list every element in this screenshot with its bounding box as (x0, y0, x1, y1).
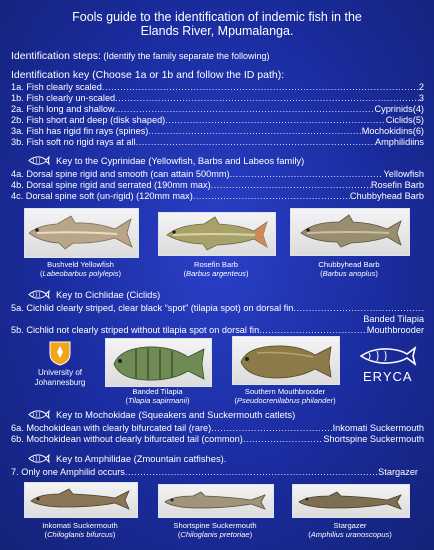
eryca-fish-logo-icon (359, 345, 417, 367)
shortspine-suckermouth-image (159, 485, 273, 517)
fish-outline-icon (28, 409, 50, 420)
university-crest-icon (46, 340, 74, 366)
key-line: 7. Only one Amphilid occurs ..... Stargazer (11, 467, 418, 477)
stargazer-image (293, 485, 409, 517)
fish-outline-icon (28, 155, 50, 166)
caption-chubbyhead-barb: Chubbyhead Barb (Barbus anoplus) (283, 260, 415, 278)
key-line: 6b. Mochokidean without clearly bifurcated tail (common) ..... Shortspine Suckermouth (11, 434, 424, 444)
fish-photo-banded-tilapia (105, 338, 212, 387)
mouthbrooder-image (233, 337, 339, 384)
fish-common-name: Southern Mouthbrooder (244, 387, 326, 396)
university-of-johannesburg (18, 368, 102, 388)
fish-common-name: Shortspine Suckermouth (173, 521, 257, 530)
page-title (0, 10, 434, 38)
university-line-2: Johannesburg (34, 378, 86, 387)
caption-stargazer: Stargazer (Amphilius uranoscopus) (284, 521, 416, 539)
cyprinidae-heading: Key to the Cyprinidae (Yellowfish, Barbs and Labeos family) (56, 155, 305, 166)
key-line: 4b. Dorsal spine rigid and serrated (190mm max) ..... Rosefin Barb (11, 180, 424, 190)
key-line: 1b. Fish clearly un-scaled ..... 3 (11, 93, 424, 103)
eryca-wordmark: ERYCA (363, 369, 413, 384)
title-line-2: Elands River, Mpumalanga. (140, 24, 294, 38)
fish-common-name: Banded Tilapia (132, 387, 183, 396)
fish-photo-shortspine-suckermouth (158, 484, 274, 518)
steps-note: (Identify the family separate the following) (100, 51, 270, 61)
caption-inkomati-suckermouth: Inkomati Suckermouth (Chiloglanis bifurcus) (14, 521, 146, 539)
title-line-1: Fools guide to the identification of indemic fish in the (72, 10, 362, 24)
fish-common-name: Bushveld Yellowfish (47, 260, 114, 269)
caption-bushveld-yellowfish: Bushveld Yellowfish (Labeobarbus polylepis) (14, 260, 147, 278)
steps-label: Identification steps: (11, 50, 101, 62)
yellowfish-image (25, 209, 138, 257)
key-line: 3a. Fish has rigid fin rays (spines) ..... Mochokidins(6) (11, 126, 424, 136)
key-line: 4c. Dorsal spine soft (un-rigid) (120mm max) ..... Chubbyhead Barb (11, 191, 424, 201)
fish-photo-bushveld-yellowfish (24, 208, 139, 258)
rosefin-barb-image (159, 213, 275, 255)
fish-photo-stargazer (292, 484, 410, 518)
key-line: 5a. Cichlid clearly striped, clear black “spot” (tilapia spot) on dorsal fin ..... (11, 303, 424, 313)
fish-scientific-name: Labeobarbus polylepis (42, 269, 119, 278)
section-heading-cichlidae (28, 289, 160, 300)
fish-scientific-name: Pseudocrenilabrus philander (236, 396, 334, 405)
key-line-continuation: Banded Tilapia (363, 314, 424, 324)
section-heading-mochokidae (28, 409, 295, 420)
fish-scientific-name: Barbus argenteus (186, 269, 246, 278)
identification-steps (11, 50, 424, 62)
fish-photo-southern-mouthbrooder (232, 336, 340, 385)
key-line: 2b. Fish short and deep (disk shaped) ..... Ciclids(5) (11, 115, 424, 125)
section-heading-cyprinidae (28, 155, 304, 166)
fish-photo-chubbyhead-barb (290, 208, 410, 256)
fish-scientific-name: Chiloglanis pretoriae (180, 530, 250, 539)
mochokidae-heading: Key to Mochokidae (Squeakers and Suckermouth catlets) (56, 409, 296, 420)
key-line: 6a. Mochokidean with clearly bifurcated tail (rare) ..... Inkomati Suckermouth (11, 423, 424, 433)
fish-outline-icon (28, 289, 50, 300)
key-line: 5b. Cichlid not clearly striped without tilapia spot on dorsal fin ..... Mouthbrooder (11, 325, 424, 335)
fish-scientific-name: Amphilius uranoscopus (310, 530, 390, 539)
fish-scientific-name: Tilapia sapirmanii (127, 396, 188, 405)
banded-tilapia-image (106, 339, 211, 386)
inkomati-suckermouth-image (25, 483, 137, 517)
key-line: 1a. Fish clearly scaled ..... 2 (11, 82, 424, 92)
fish-common-name: Rosefin Barb (194, 260, 238, 269)
caption-rosefin-barb: Rosefin Barb (Barbus argenteus) (150, 260, 282, 278)
fish-outline-icon (28, 453, 50, 464)
chubbyhead-barb-image (291, 209, 409, 255)
fish-photo-inkomati-suckermouth (24, 482, 138, 518)
key-heading: Identification key (Choose 1a or 1b and follow the ID path): (11, 69, 285, 81)
caption-southern-mouthbrooder: Southern Mouthbrooder (Pseudocrenilabrus philander) (220, 387, 350, 405)
key-line: 2a. Fish long and shallow ..... Cyprinids(4) (11, 104, 424, 114)
fish-scientific-name: Chiloglanis bifurcus (47, 530, 113, 539)
caption-banded-tilapia: Banded Tilapia (Tilapia sapirmanii) (100, 387, 215, 405)
caption-shortspine-suckermouth: Shortspine Suckermouth (Chiloglanis pretoriae) (150, 521, 280, 539)
fish-scientific-name: Barbus anoplus (322, 269, 376, 278)
key-line: 3b. Fish soft no rigid rays at all ..... Amphilidiins (11, 137, 424, 147)
fish-photo-rosefin-barb (158, 212, 276, 256)
key-line: 4a. Dorsal spine rigid and smooth (can attain 500mm) ..... Yellowfish (11, 169, 424, 179)
section-heading-amphiliidae (28, 453, 226, 464)
cichlidae-heading: Key to Cichlidae (Ciclids) (56, 289, 161, 300)
fish-common-name: Chubbyhead Barb (318, 260, 380, 269)
fish-common-name: Inkomati Suckermouth (42, 521, 118, 530)
amphiliidae-heading: Key to Amphilidae (Zmountain catfishes). (56, 453, 227, 464)
fish-common-name: Stargazer (333, 521, 367, 530)
university-line-1: University of (37, 368, 82, 377)
